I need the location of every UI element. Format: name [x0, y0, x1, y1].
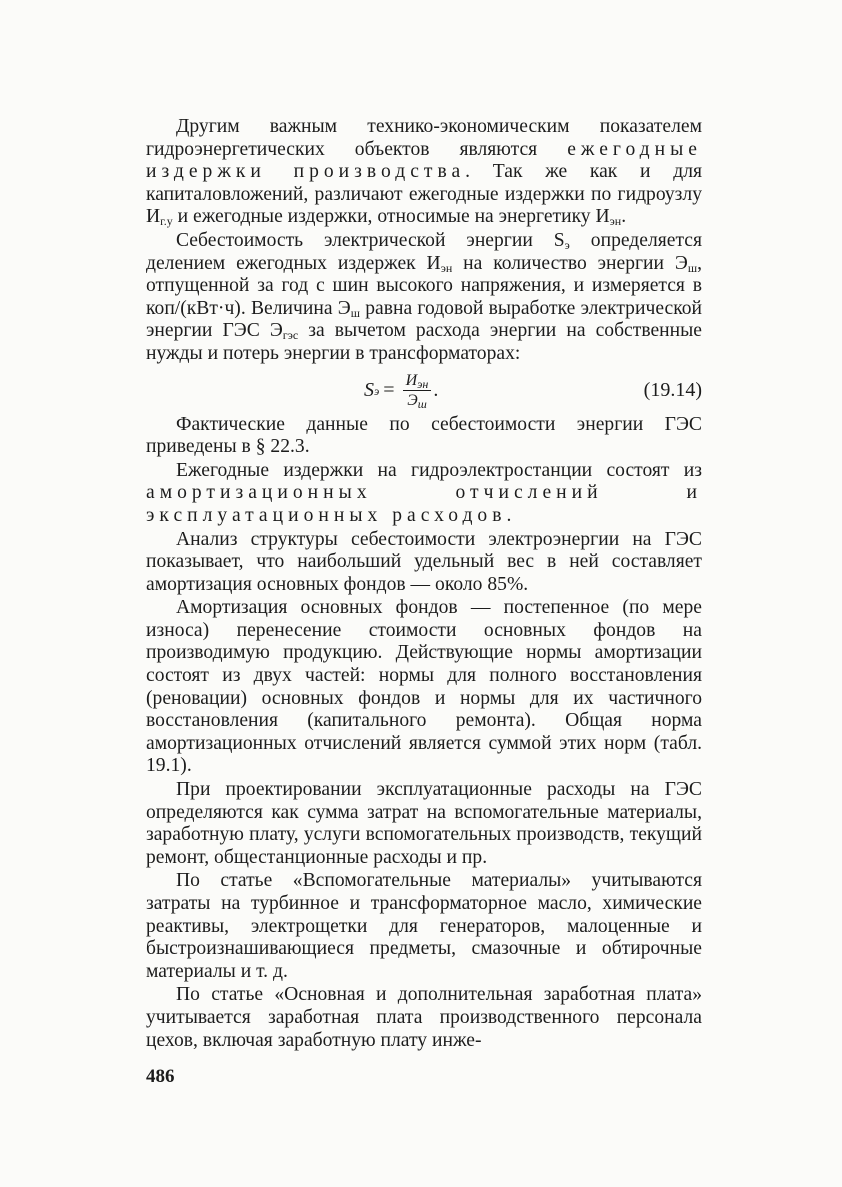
- text-run: на количество энергии Э: [452, 252, 688, 274]
- subscript: э: [564, 237, 570, 252]
- formula-period: .: [433, 379, 439, 402]
- text-run: Другим важным технико-экономическим показателем гидроэнергетических объектов являются: [146, 116, 702, 160]
- equation-number: (19.14): [643, 378, 702, 401]
- subscript: гэс: [282, 328, 299, 343]
- subscript: ш: [687, 260, 698, 275]
- formula-lhs: S: [364, 379, 374, 402]
- subscript: г.у: [160, 214, 173, 229]
- fraction: [403, 371, 432, 410]
- numerator-symbol: И: [405, 372, 418, 390]
- spaced-term: амортизационных отчислений и эксплуатационных расходов: [146, 482, 702, 526]
- paragraph-operating-costs: При проектировании эксплуатационные расходы на ГЭС определяются как сумма затрат на вспомогательные материалы, заработную плату, услуги вспомогательных производств, текущий ремонт, общестанционные расходы и пр.: [146, 779, 702, 868]
- subscript: ш: [417, 397, 427, 412]
- equation-expression: S э = $\frac{И_{эн}}{Э_ш}$ .: [364, 372, 439, 412]
- fraction-numerator: [403, 371, 432, 391]
- text-run: .: [506, 504, 512, 526]
- equals-sign: =: [383, 379, 395, 402]
- paragraph-structure-analysis: Анализ структуры себестоимости электроэнергии на ГЭС показывает, что наибольший удельный вес в ней составляет амортизация основных фондов — около 85%.: [146, 528, 702, 595]
- fraction-denominator: [404, 391, 430, 410]
- spaced-term: ежегодные издержки производства: [146, 138, 702, 183]
- denominator-symbol: Э: [407, 392, 418, 410]
- text-column: [146, 116, 702, 1052]
- text-run: и ежегодные издержки, относимые на энергетику И: [172, 206, 610, 228]
- text-run: . Так же как и для капиталовложений, различают ежегодные издержки по гидроузлу И: [146, 161, 702, 228]
- subscript: эн: [417, 377, 429, 392]
- paragraph-costs-composition: [146, 460, 702, 528]
- paragraph-cost-price: [146, 230, 702, 366]
- subscript: ш: [350, 305, 360, 320]
- text-run: Ежегодные издержки на гидроэлектростанции состоят из: [176, 459, 702, 481]
- subscript: эн: [440, 260, 453, 275]
- page-number: 486: [146, 1066, 175, 1087]
- text-run: определяется делением ежегодных издержек И: [146, 229, 702, 274]
- text-run: , отпущенной за год с шин высокого напряжения, и измеряется в коп/(кВт·ч). Величина Э: [146, 252, 702, 319]
- text-run: равна годовой выработке электрической энергии ГЭС Э: [146, 297, 703, 342]
- paragraph-actual-data: Фактические данные по себестоимости энергии ГЭС приведены в § 22.3.: [146, 413, 702, 458]
- text-run: за вычетом расхода энергии на собственные нужды и потерь энергии в трансформаторах:: [146, 320, 702, 364]
- text-run: .: [621, 206, 627, 228]
- paragraph-aux-materials: По статье «Вспомогательные материалы» учитываются затраты на турбинное и трансформаторное масло, химические реактивы, электрощетки для генераторов, малоценные и быстроизнашивающиеся предметы, смазочные и обтирочные материалы и т. д.: [146, 870, 702, 982]
- text-run: Себестоимость электрической энергии S: [176, 229, 565, 251]
- paragraph-depreciation: Амортизация основных фондов — постепенное (по мере износа) перенесение стоимости основных фондов на производимую продукцию. Действующие нормы амортизации состоят из двух частей: нормы для полного восстановления (реновации) основных фондов и нормы для их частичного восстановления (капитального ремонта). Общая норма амортизационных отчислений является суммой этих норм (табл. 19.1).: [146, 597, 702, 777]
- paragraph-annual-costs: [146, 116, 702, 229]
- subscript: эн: [609, 214, 622, 229]
- equation-19-14: [146, 368, 702, 414]
- paragraph-wages: По статье «Основная и дополнительная заработная плата» учитывается заработная плата производственного персонала цехов, включая заработную плату инже-: [146, 984, 702, 1051]
